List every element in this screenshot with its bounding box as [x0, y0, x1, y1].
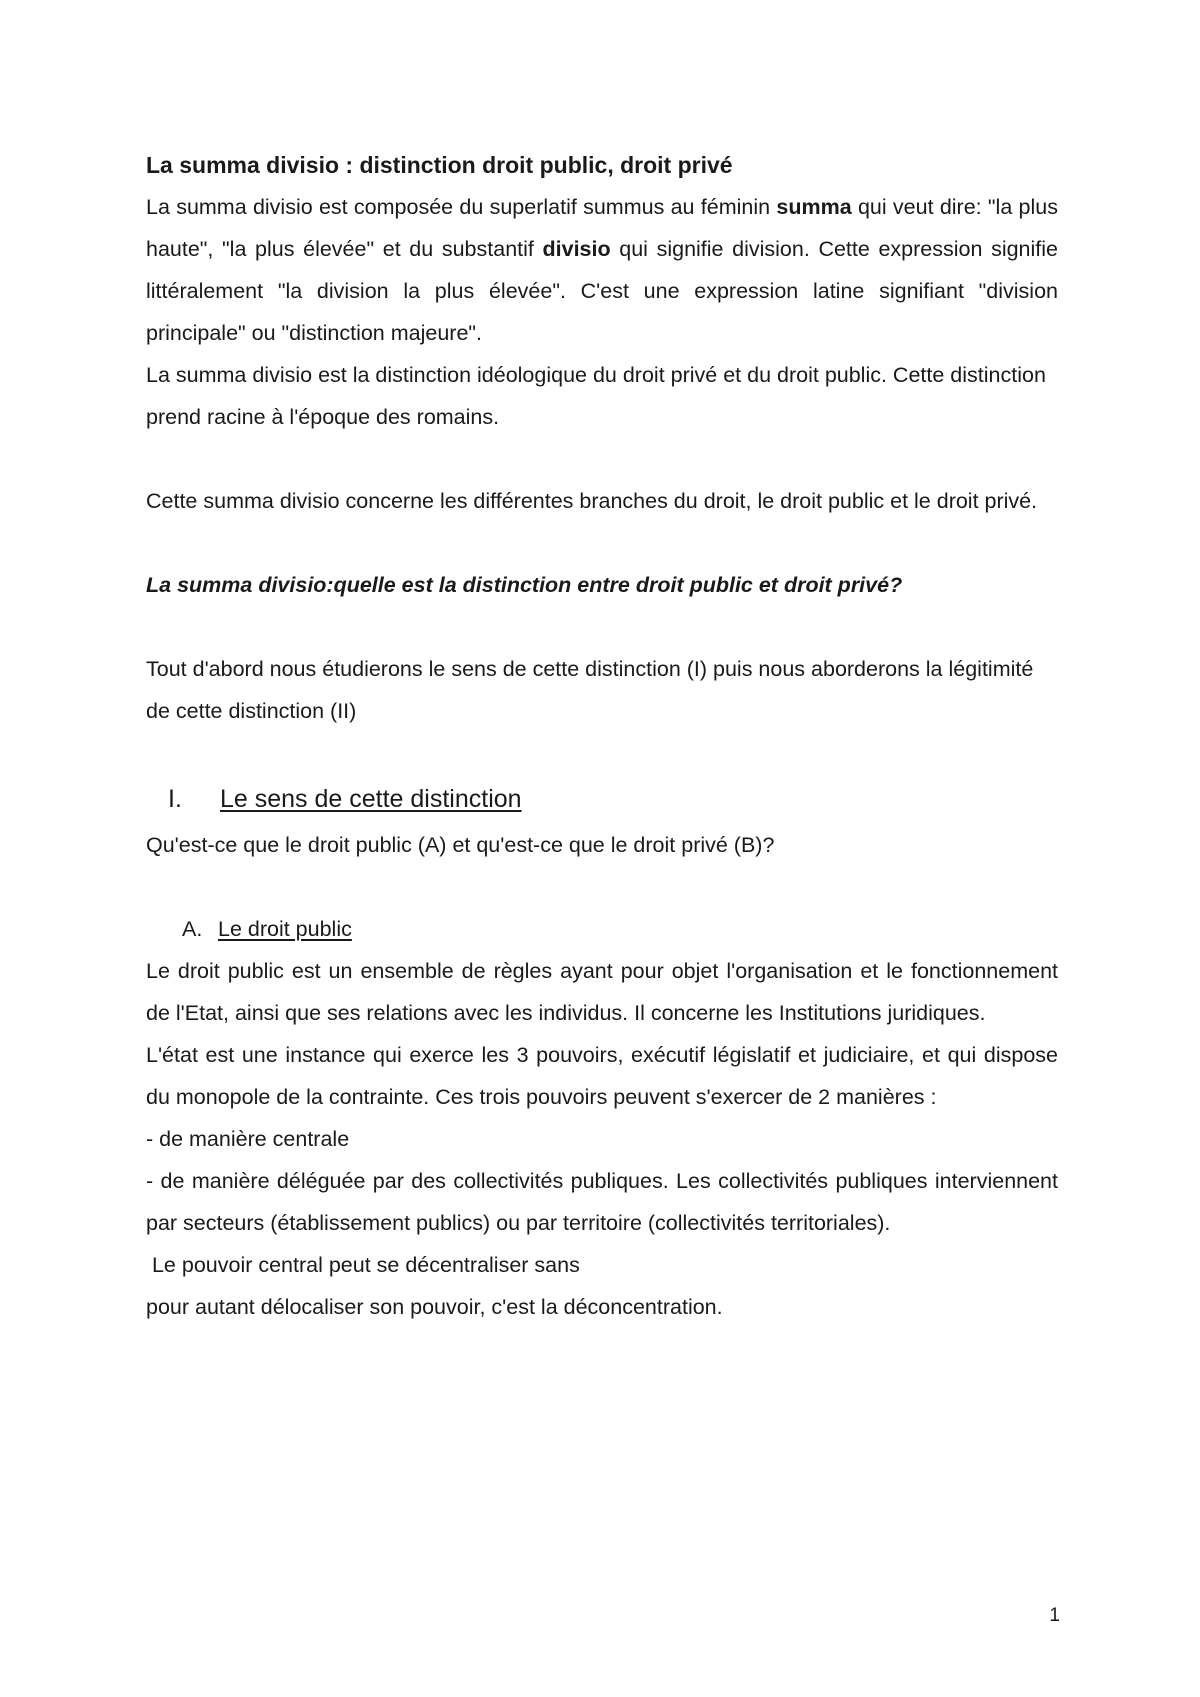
list-item-centrale: - de manière centrale — [146, 1127, 350, 1151]
annonce-plan: Tout d'abord nous étudierons le sens de cette distinction (I) puis nous aborderons la légitimité de cette distinction (II) — [146, 657, 1034, 723]
blank-line — [146, 522, 1058, 564]
intro-text-1: La summa divisio est composée du superlatif summus au féminin — [146, 195, 777, 219]
blank-line — [146, 606, 1058, 648]
subsection-heading-a — [146, 908, 1058, 950]
bold-term-summa: summa — [776, 195, 852, 219]
list-item-deleguee: - de manière déléguée par des collectivités publiques. Les collectivités publiques interviennent par secteurs (établissement publics) ou par territoire (collectivités territoriales). — [146, 1169, 1058, 1235]
section-heading-1 — [146, 774, 1058, 824]
section-intro: Qu'est-ce que le droit public (A) et qu'est-ce que le droit privé (B)? — [146, 833, 775, 857]
problematique: La summa divisio:quelle est la distinction entre droit public et droit privé? — [146, 573, 903, 597]
bold-term-divisio: divisio — [542, 237, 611, 261]
deconcentration-line: pour autant délocaliser son pouvoir, c'est la déconcentration. — [146, 1295, 723, 1319]
intro-paragraph-branches: Cette summa divisio concerne les différentes branches du droit, le droit public et le droit privé. — [146, 489, 1038, 513]
intro-text-2: qui veut dire: "la plus haute", "la plus élevée" et du substantif — [146, 195, 1058, 261]
intro-paragraph-etymology — [146, 186, 1058, 354]
droit-public-definition: Le droit public est un ensemble de règles ayant pour objet l'organisation et le fonctionnement de l'Etat, ainsi que ses relations avec les individus. Il concerne les Institutions juridiques. — [146, 959, 1058, 1025]
decentralisation-line: Le pouvoir central peut se décentraliser sans — [146, 1253, 580, 1277]
blank-line — [146, 438, 1058, 480]
etat-pouvoirs-paragraph: L'état est une instance qui exerce les 3 pouvoirs, exécutif législatif et judiciaire, et qui dispose du monopole de la contrainte. Ces trois pouvoirs peuvent s'exercer de 2 manières : — [146, 1043, 1058, 1109]
subsection-title: Le droit public — [218, 917, 352, 941]
blank-line — [146, 732, 1058, 774]
subsection-number: A. — [182, 917, 203, 941]
section-title: Le sens de cette distinction — [220, 785, 522, 813]
blank-line — [146, 866, 1058, 908]
document-title: La summa divisio : distinction droit public, droit privé — [146, 152, 733, 178]
section-number: I. — [168, 785, 182, 813]
document-body — [146, 144, 1058, 1328]
page-number: 1 — [1049, 1605, 1060, 1626]
intro-paragraph-definition: La summa divisio est la distinction idéologique du droit privé et du droit public. Cette distinction prend racine à l'époque des romains. — [146, 363, 1046, 429]
intro-text-3: qui signifie division. Cette expression signifie littéralement "la division la plus élevée". C'est une expression latine signifiant "division principale" ou "distinction majeure". — [146, 237, 1059, 345]
